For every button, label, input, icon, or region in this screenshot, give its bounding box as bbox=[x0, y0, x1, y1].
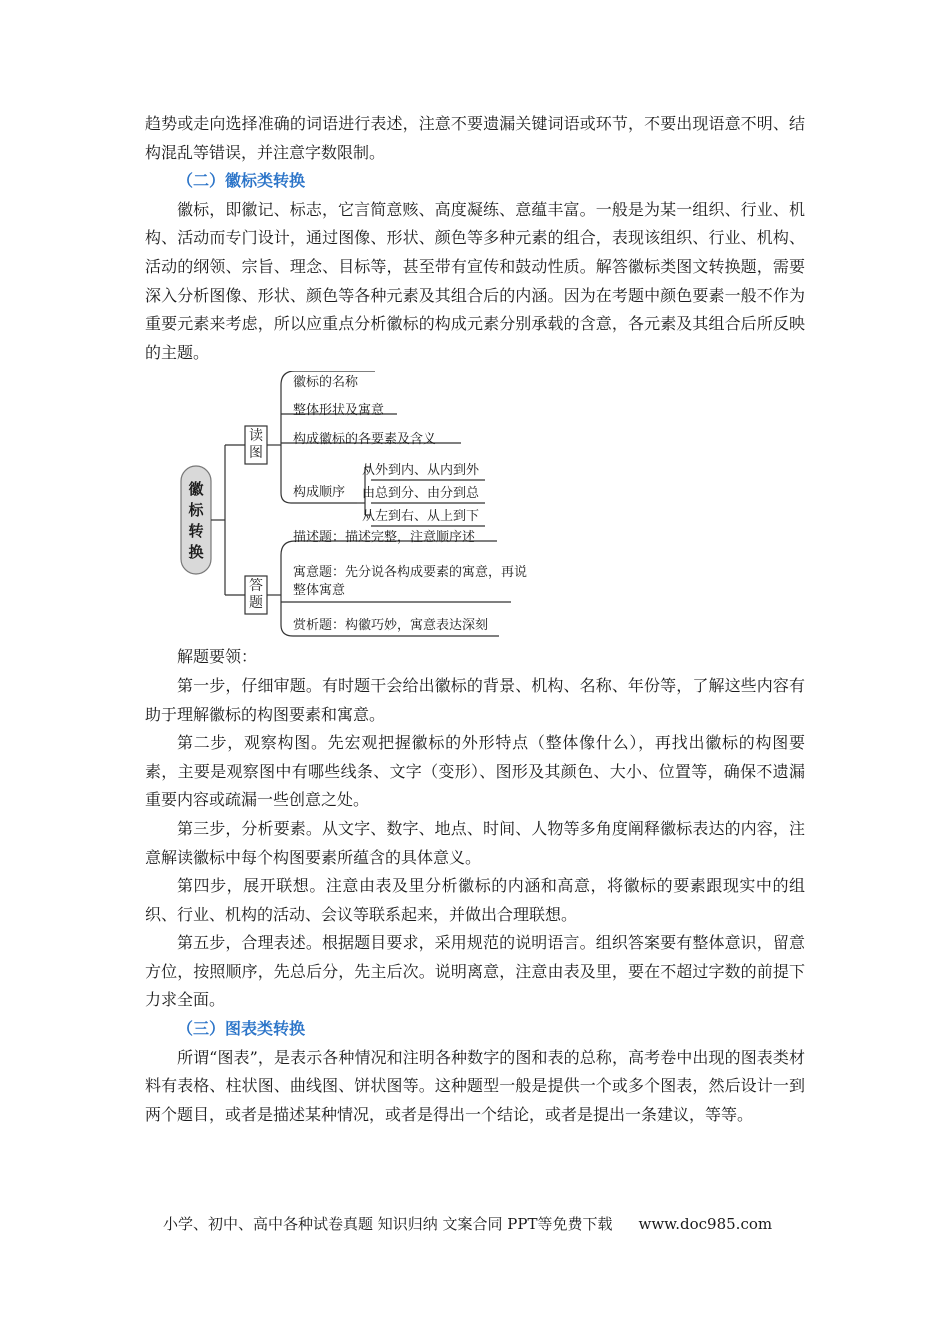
logo-conversion-mindmap bbox=[145, 371, 805, 641]
mindmap-read-item: 徽标的名称 bbox=[293, 375, 359, 391]
mindmap-read-label: 读图 bbox=[249, 428, 263, 462]
mindmap-lines bbox=[145, 371, 805, 641]
mindmap-order-item: 从外到内、从内到外 bbox=[362, 463, 480, 479]
footer-text: 小学、初中、高中各种试卷真题 知识归纳 文案合同 PPT等免费下载 bbox=[163, 1215, 613, 1233]
mindmap-answer-item: 赏析题：构徽巧妙，寓意表达深刻 bbox=[293, 618, 489, 634]
section2-paragraph: 徽标，即徽记、标志，它言简意赅、高度凝练、意蕴丰富。一般是为某一组织、行业、机构、活动而专门设计，通过图像、形状、颜色等多种元素的组合，表现该组织、行业、机构、活动的纲领、宗旨、理念、目标等，甚至带有宣传和鼓动性质。解答徽标类图文转换题，需要深入分析图像、形状、颜色等各种元素及其组合后的内涵。因为在考题中颜色要素一般不作为重要元素来考虑，所以应重点分析徽标的构成元素分别承载的含意，各元素及其组合后所反映的主题。 bbox=[145, 199, 805, 362]
section3-heading: （三）图表类转换 bbox=[177, 1019, 306, 1039]
mindmap-root-label: 徽标转换 bbox=[188, 480, 204, 562]
steps-heading: 解题要领： bbox=[177, 647, 258, 667]
mindmap-read-item: 整体形状及寓意 bbox=[293, 403, 385, 419]
step-paragraph: 第二步，观察构图。先宏观把握徽标的外形特点（整体像什么），再找出徽标的构图要素，主要是观察图中有哪些线条、文字（变形）、图形及其颜色、大小、位置等，确保不遗漏重要内容或疏漏一些创意之处。 bbox=[145, 733, 805, 810]
step-paragraph: 第三步，分析要素。从文字、数字、地点、时间、人物等多角度阐释徽标表达的内容，注意解读徽标中每个构图要素所蕴含的具体意义。 bbox=[145, 818, 805, 867]
step-paragraph: 第五步，合理表述。根据题目要求，采用规范的说明语言。组织答案要有整体意识，留意方位，按照顺序，先总后分，先主后次。说明离意，注意由表及里，要在不超过字数的前提下力求全面。 bbox=[145, 933, 805, 1010]
mindmap-answer-label: 答题 bbox=[249, 578, 263, 612]
section2-heading: （二）徽标类转换 bbox=[177, 171, 306, 191]
footer-url[interactable]: www.doc985.com bbox=[638, 1215, 773, 1233]
intro-continued-paragraph: 趋势或走向选择准确的词语进行表述，注意不要遗漏关键词语或环节，不要出现语意不明、结构混乱等错误，并注意字数限制。 bbox=[145, 114, 805, 162]
section3-paragraph: 所谓“图表”，是表示各种情况和注明各种数字的图和表的总称，高考卷中出现的图表类材料有表格、柱状图、曲线图、饼状图等。这种题型一般是提供一个或多个图表，然后设计一到两个题目，或者是描述某种情况，或者是得出一个结论，或者是提出一条建议，等等。 bbox=[145, 1047, 805, 1124]
page-footer bbox=[163, 1213, 772, 1234]
mindmap-order-item: 由总到分、由分到总 bbox=[362, 486, 480, 502]
step-paragraph: 第四步，展开联想。注意由表及里分析徽标的内涵和高意，将徽标的要素跟现实中的组织、行业、机构的活动、会议等联系起来，并做出合理联想。 bbox=[145, 876, 805, 924]
mindmap-read-item: 构成徽标的各要素及含义 bbox=[293, 432, 437, 448]
mindmap-answer-item: 描述题：描述完整，注意顺序述 bbox=[293, 530, 476, 546]
mindmap-read-item: 构成顺序 bbox=[293, 485, 346, 501]
mindmap-order-item: 从左到右、从上到下 bbox=[362, 509, 480, 525]
mindmap-answer-item: 寓意题：先分说各构成要素的寓意，再说整体寓意 bbox=[293, 565, 528, 599]
content-column bbox=[145, 110, 805, 1129]
step-paragraph: 第一步，仔细审题。有时题干会给出徽标的背景、机构、名称、年份等，了解这些内容有助于理解徽标的构图要素和寓意。 bbox=[145, 675, 805, 724]
